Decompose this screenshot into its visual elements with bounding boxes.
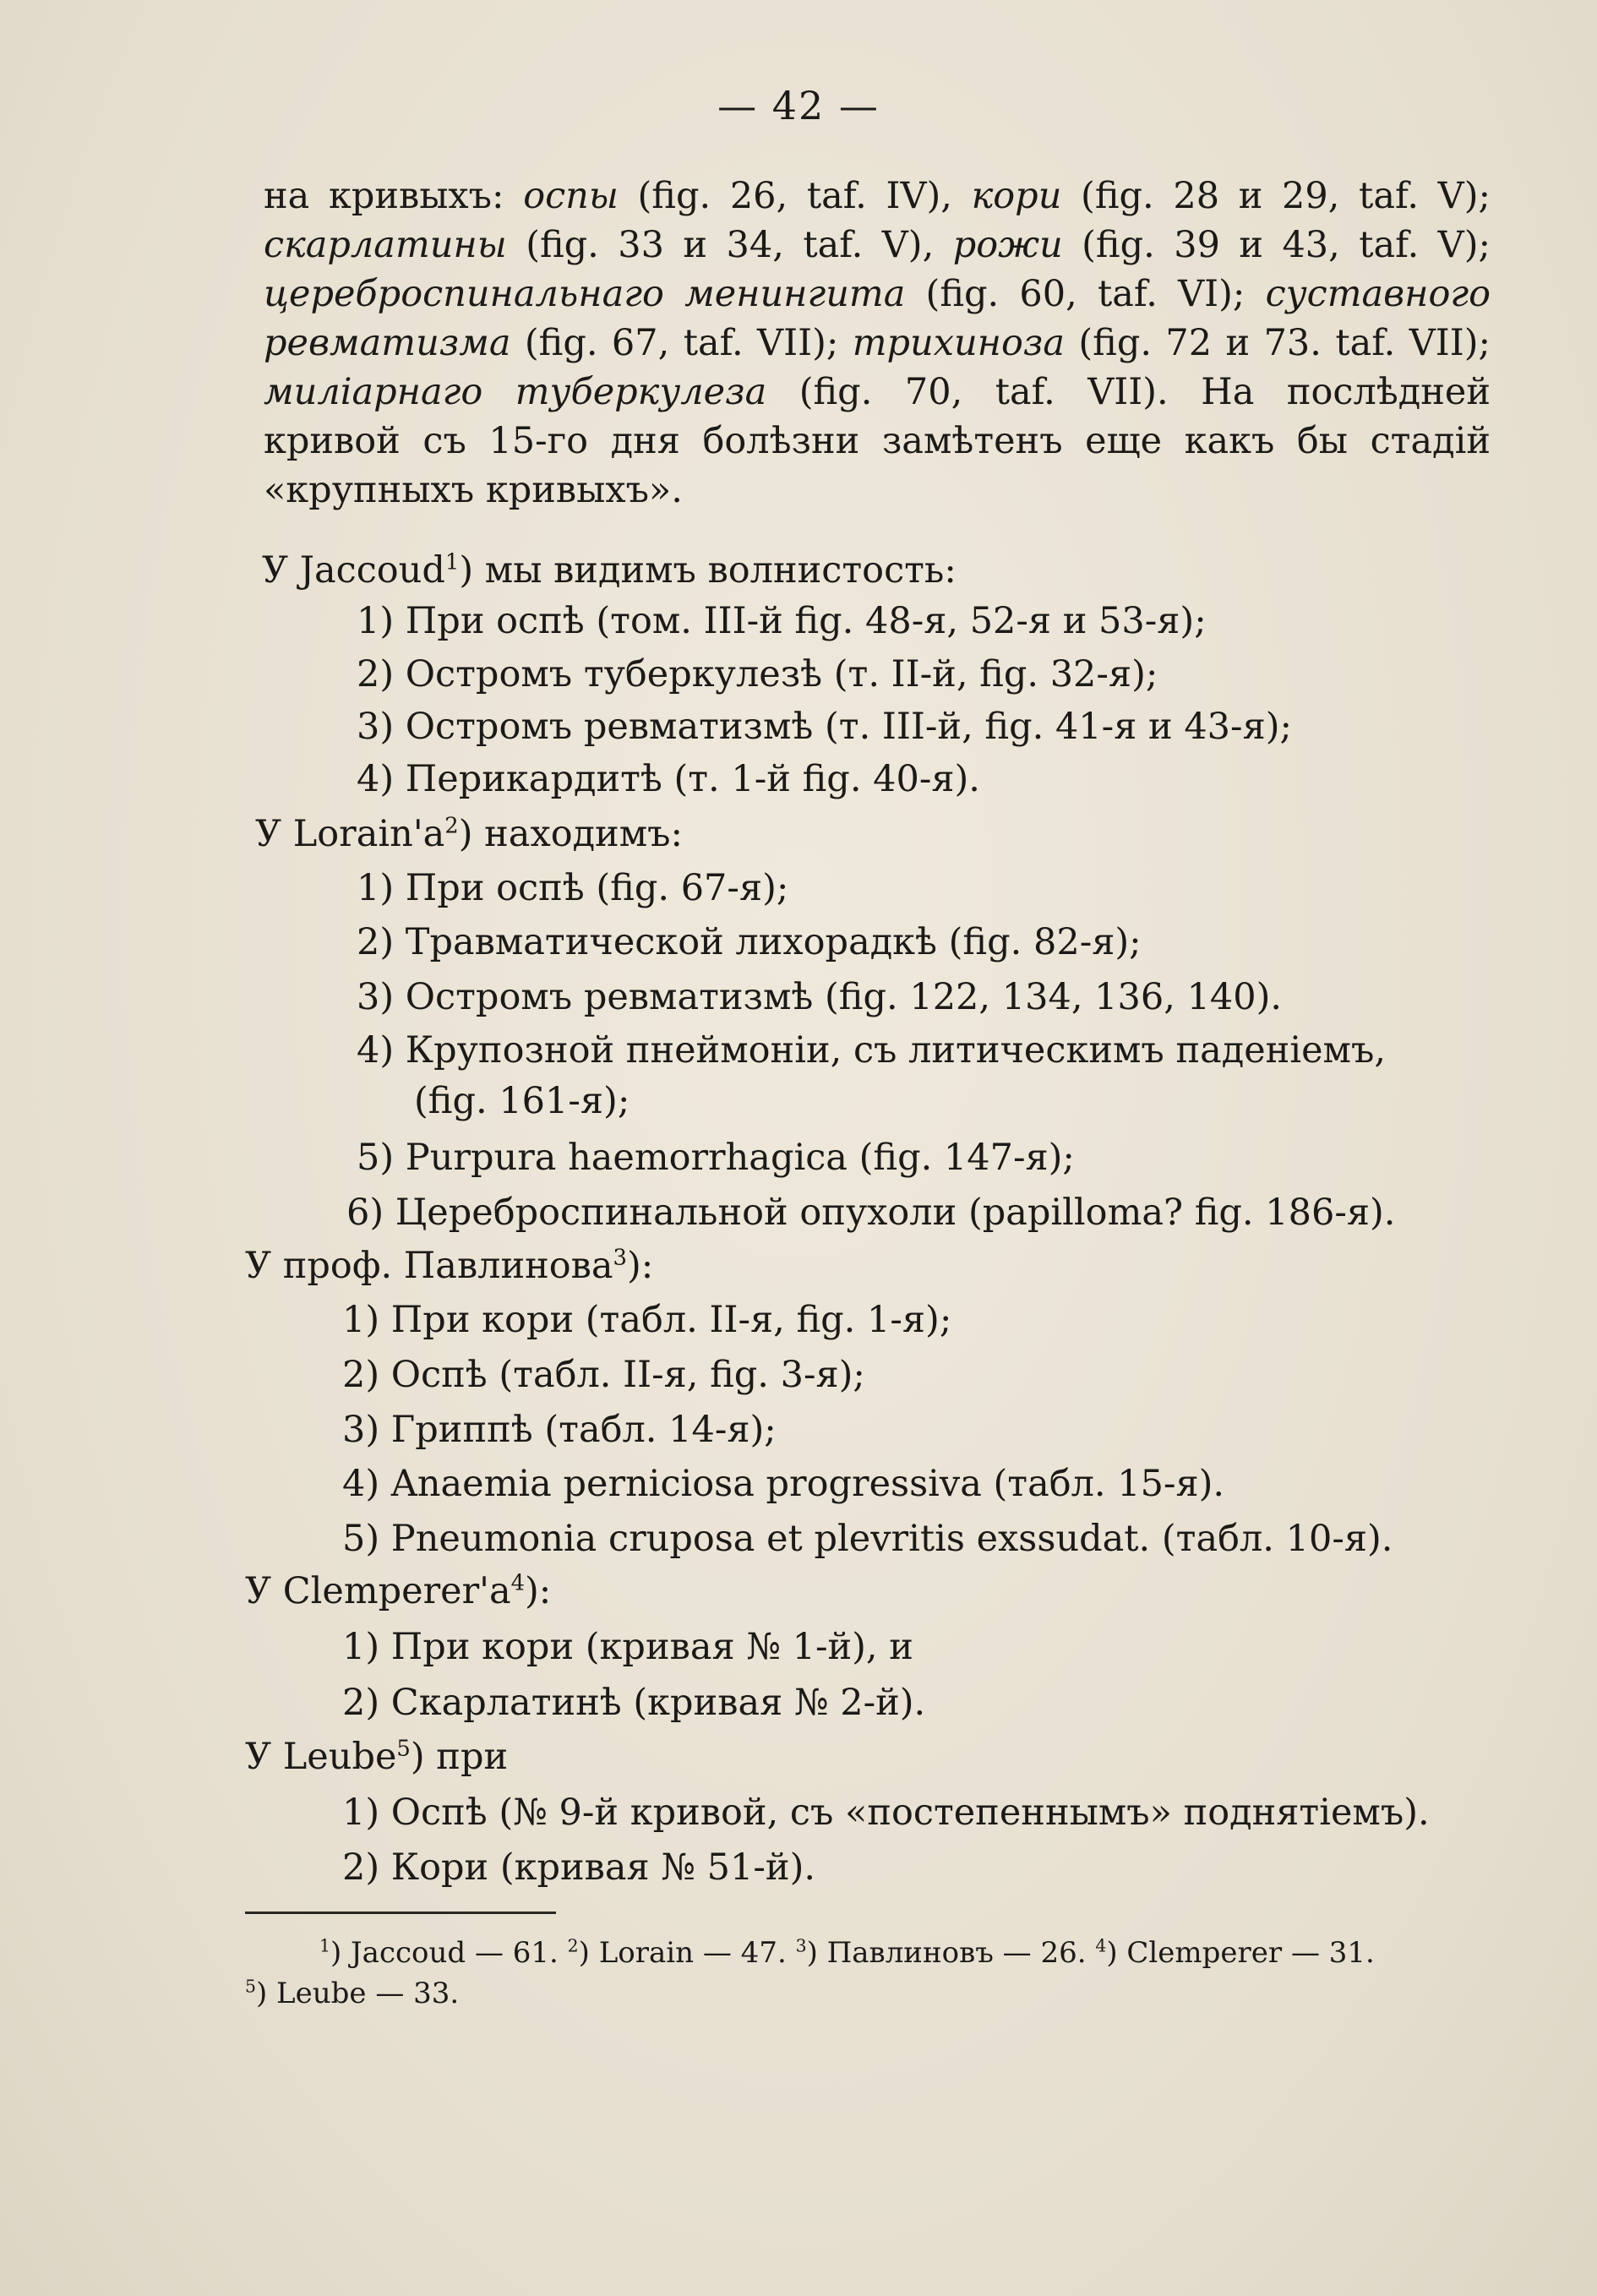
pavlinov-head-text: У проф. Павлинова bbox=[245, 1245, 613, 1287]
lorain-footnote-ref: 2 bbox=[444, 813, 459, 839]
footnote-3-text: ) Павлиновъ — 26. bbox=[806, 1936, 1096, 1970]
footnote-3-marker: 3 bbox=[795, 1935, 807, 1956]
intro-paragraph bbox=[264, 172, 1491, 515]
list-item: 2) Травматической лихорадкѣ (fig. 82-я); bbox=[357, 921, 1142, 963]
leube-head-text: У Leube bbox=[245, 1736, 397, 1778]
intro-italic-4: рожи bbox=[952, 224, 1063, 266]
footnote-line-2 bbox=[245, 1973, 1496, 2014]
lorain-tail-text: ) находимъ: bbox=[458, 813, 684, 855]
footnote-4-marker: 4 bbox=[1095, 1935, 1107, 1956]
list-item: 2) Остромъ туберкулезѣ (т. II-й, fig. 32-я); bbox=[357, 653, 1158, 695]
list-item: 3) Гриппѣ (табл. 14-я); bbox=[342, 1409, 777, 1451]
intro-italic-5: цереброспинальнаго менингита bbox=[264, 273, 906, 315]
intro-text-6: (fig. 60, taf. VI); bbox=[905, 273, 1266, 315]
intro-italic-3: скарлатины bbox=[264, 224, 507, 266]
list-item: 1) При оспѣ (том. III-й fig. 48-я, 52-я и 53-я); bbox=[357, 600, 1207, 642]
list-item: 4) Anaemia perniciosa progressiva (табл. 15-я). bbox=[342, 1463, 1225, 1505]
list-item: 6) Цереброспинальной опухоли (papilloma? fig. 186-я). bbox=[346, 1192, 1396, 1234]
list-item: 4) Перикардитѣ (т. 1-й fig. 40-я). bbox=[357, 758, 980, 800]
footnote-3 bbox=[796, 1936, 1096, 1970]
list-item: 1) Оспѣ (№ 9-й кривой, съ «постепеннымъ» поднятіемъ). bbox=[342, 1792, 1430, 1834]
pavlinov-heading bbox=[245, 1245, 653, 1287]
leube-heading bbox=[245, 1736, 508, 1778]
intro-text-9: (fig. 70, taf. VII). На послѣдней кривой съ 15-го дня болѣзни замѣтенъ еще какъ бы стадій «крупныхъ кривыхъ». bbox=[264, 371, 1491, 511]
list-item: 5) Pneumonia cruposa et plevritis exssudat. (табл. 10-я). bbox=[342, 1518, 1393, 1560]
footnote-5-text: ) Leube — 33. bbox=[255, 1977, 460, 2010]
pavlinov-tail-text: ): bbox=[626, 1245, 654, 1287]
intro-text-5: (fig. 39 и 43, taf. V); bbox=[1062, 224, 1491, 266]
intro-text-1: на кривыхъ: bbox=[264, 175, 524, 217]
list-item: 2) Оспѣ (табл. II-я, fig. 3-я); bbox=[342, 1354, 865, 1396]
lorain-head-text: У Lorain'а bbox=[255, 813, 445, 855]
footnote-5 bbox=[245, 1977, 459, 2010]
jaccoud-footnote-ref: 1 bbox=[444, 549, 460, 575]
footnote-4-text: ) Clemperer — 31. bbox=[1106, 1936, 1375, 1970]
intro-italic-2: кори bbox=[971, 175, 1062, 217]
footnote-divider bbox=[245, 1912, 556, 1914]
list-item: 2) Скарлатинѣ (кривая № 2-й). bbox=[342, 1682, 926, 1724]
footnote-line-1 bbox=[245, 1933, 1496, 1973]
leube-footnote-ref: 5 bbox=[396, 1736, 411, 1762]
jaccoud-tail-text: ) мы видимъ волнистость: bbox=[459, 549, 957, 592]
intro-text-3: (fig. 28 и 29, taf. V); bbox=[1061, 175, 1491, 217]
intro-text-7: (fig. 67, taf. VII); bbox=[510, 322, 853, 364]
list-item-continuation: (fig. 161-я); bbox=[414, 1080, 630, 1122]
clemperer-heading bbox=[245, 1570, 551, 1612]
clemperer-tail-text: ): bbox=[525, 1570, 552, 1612]
footnote-2-text: ) Lorain — 47. bbox=[578, 1936, 796, 1970]
list-item: 1) При кори (табл. II-я, fig. 1-я); bbox=[342, 1299, 952, 1341]
clemperer-footnote-ref: 4 bbox=[510, 1570, 526, 1596]
jaccoud-heading bbox=[262, 549, 957, 592]
pavlinov-footnote-ref: 3 bbox=[613, 1245, 627, 1271]
intro-italic-1: оспы bbox=[523, 175, 619, 217]
list-item: 1) При оспѣ (fig. 67-я); bbox=[357, 867, 789, 909]
intro-text-8: (fig. 72 и 73. taf. VII); bbox=[1064, 322, 1491, 364]
footnotes bbox=[245, 1933, 1496, 2014]
footnote-2-marker: 2 bbox=[567, 1935, 579, 1956]
list-item: 5) Purpura haemorrhagica (fig. 147-я); bbox=[357, 1137, 1075, 1179]
list-item: 1) При кори (кривая № 1-й), и bbox=[342, 1626, 913, 1668]
clemperer-head-text: У Clemperer'а bbox=[245, 1570, 511, 1612]
footnote-5-marker: 5 bbox=[245, 1976, 256, 1997]
jaccoud-head-text: У Jaccoud bbox=[262, 549, 445, 592]
footnote-1 bbox=[319, 1936, 568, 1970]
page-number: — 42 — bbox=[717, 83, 880, 128]
intro-text bbox=[264, 172, 1491, 515]
footnote-1-marker: 1 bbox=[319, 1935, 330, 1956]
intro-italic-7: трихиноза bbox=[852, 322, 1065, 364]
list-item: 2) Кори (кривая № 51-й). bbox=[342, 1846, 816, 1889]
footnote-4 bbox=[1095, 1936, 1375, 1970]
intro-italic-8: миліарнаго туберкулеза bbox=[264, 371, 767, 413]
footnote-1-text: ) Jaccoud — 61. bbox=[330, 1936, 568, 1970]
leube-tail-text: ) при bbox=[410, 1736, 509, 1778]
intro-text-4: (fig. 33 и 34, taf. V), bbox=[506, 224, 953, 266]
footnote-2 bbox=[568, 1936, 796, 1970]
lorain-heading bbox=[255, 813, 683, 855]
intro-italic-6: суставного ревматизма bbox=[264, 273, 1491, 364]
list-item: 3) Остромъ ревматизмѣ (т. III-й, fig. 41-я и 43-я); bbox=[357, 706, 1292, 748]
list-item: 4) Крупозной пнеймоніи, съ литическимъ паденіемъ, bbox=[357, 1029, 1387, 1072]
intro-text-2: (fig. 26, taf. IV), bbox=[618, 175, 972, 217]
list-item: 3) Остромъ ревматизмѣ (fig. 122, 134, 136, 140). bbox=[357, 976, 1283, 1018]
